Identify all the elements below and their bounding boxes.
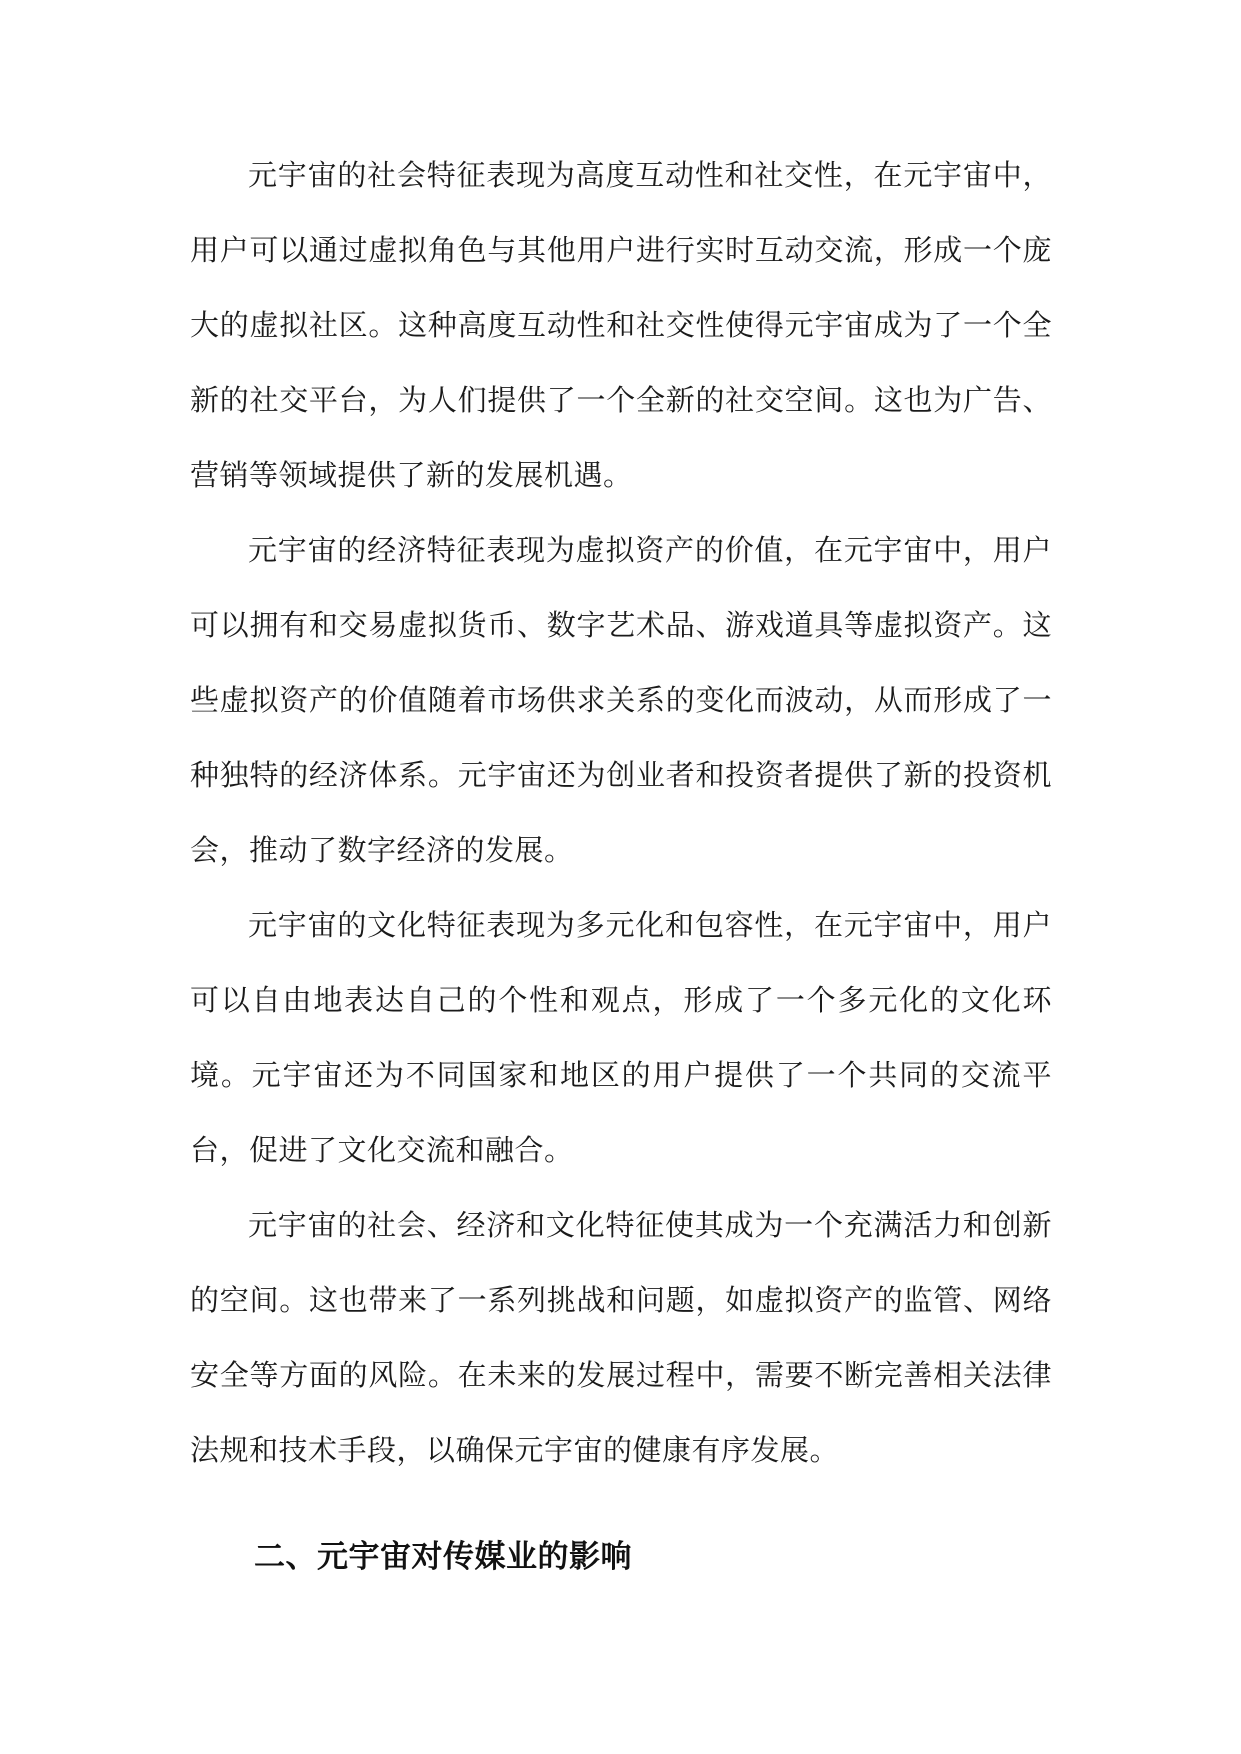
section-heading: 二、元宇宙对传媒业的影响 xyxy=(254,1539,632,1575)
paragraph-summary: 元宇宙的社会、经济和文化特征使其成为一个充满活力和创新的空间。这也带来了一系列挑战和问题，如虚拟资产的监管、网络安全等方面的风险。在未来的发展过程中，需要不断完善相关法律法规和技术手段，以确保元宇宙的健康有序发展。 xyxy=(190,1208,1052,1467)
document-body xyxy=(190,138,1052,1595)
paragraph-cultural-features: 元宇宙的文化特征表现为多元化和包容性，在元宇宙中，用户可以自由地表达自己的个性和观点，形成了一个多元化的文化环境。元宇宙还为不同国家和地区的用户提供了一个共同的交流平台，促进了文化交流和融合。 xyxy=(190,908,1052,1167)
paragraph-economic-features: 元宇宙的经济特征表现为虚拟资产的价值，在元宇宙中，用户可以拥有和交易虚拟货币、数字艺术品、游戏道具等虚拟资产。这些虚拟资产的价值随着市场供求关系的变化而波动，从而形成了一种独特的经济体系。元宇宙还为创业者和投资者提供了新的投资机会，推动了数字经济的发展。 xyxy=(190,533,1052,867)
paragraph-social-features: 元宇宙的社会特征表现为高度互动性和社交性，在元宇宙中，用户可以通过虚拟角色与其他用户进行实时互动交流，形成一个庞大的虚拟社区。这种高度互动性和社交性使得元宇宙成为了一个全新的社交平台，为人们提供了一个全新的社交空间。这也为广告、营销等领域提供了新的发展机遇。 xyxy=(190,158,1052,492)
